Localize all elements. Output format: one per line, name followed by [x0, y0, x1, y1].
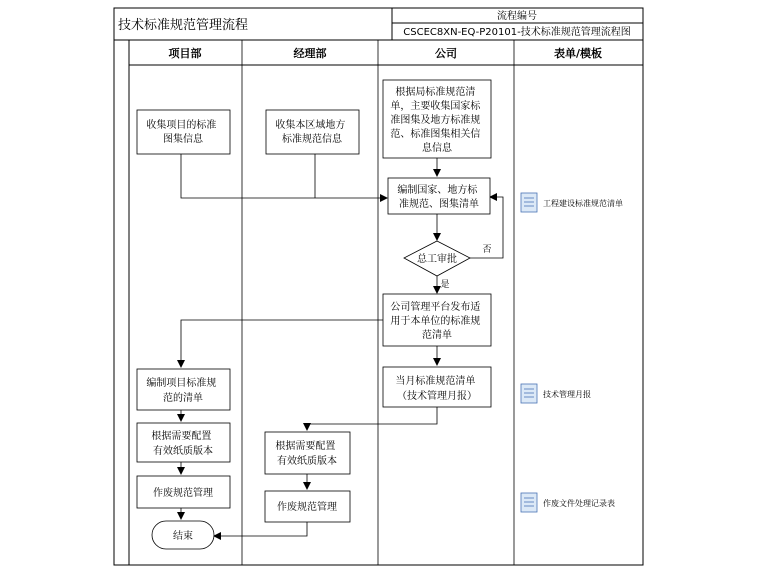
- node-project-config: [137, 423, 230, 462]
- node-project-compile: [137, 369, 230, 410]
- node-project-collect: [137, 110, 230, 154]
- svg-text:总工审批: 总工审批: [417, 254, 457, 265]
- node-approval-decision: [404, 241, 470, 276]
- node-manager-collect: [266, 110, 359, 154]
- svg-text:当月标准规范清单 （技术管理月报）: 当月标准规范清单 （技术管理月报）: [395, 376, 477, 402]
- document-icon: [521, 493, 537, 512]
- form-item-standards-list: [521, 193, 623, 212]
- flow-title: 技术标准规范管理流程: [118, 18, 249, 33]
- flow-code-label: 流程编号: [497, 11, 537, 22]
- branch-yes-label: 是: [440, 280, 450, 290]
- node-project-void: [137, 476, 230, 508]
- svg-text:编制国家、地方标 准规范、图集清单: 编制国家、地方标 准规范、图集清单: [397, 185, 479, 210]
- svg-text:收集本区域地方 标准规范信息: 收集本区域地方 标准规范信息: [275, 120, 346, 145]
- form-item-monthly-report: [521, 384, 591, 403]
- node-company-compile: [388, 178, 490, 214]
- svg-text:作废规范管理: 作废规范管理: [153, 488, 213, 499]
- document-icon: [521, 193, 537, 212]
- document-icon: [521, 384, 537, 403]
- form-label: 工程建设标准规范清单: [543, 199, 623, 208]
- node-manager-void: [265, 491, 350, 522]
- svg-text:收集项目的标准 图集信息: 收集项目的标准 图集信息: [146, 120, 217, 145]
- node-monthly-report: [383, 367, 491, 407]
- svg-text:公司管理平台发布适 用于本单位的标准规: 公司管理平台发布适 用于本单位的标准规 范清单: [390, 302, 481, 341]
- node-publish: [383, 294, 491, 346]
- node-end: [152, 521, 214, 549]
- svg-text:编制项目标准规 范的清单: 编制项目标准规 范的清单: [146, 378, 217, 404]
- lane-title-manager: 经理部: [293, 47, 327, 60]
- svg-text:根据局标准规范清 单，主要收集国家标: 根据局标准规范清 单，主要收集国家标 准图集及地方标准规 范、标准图集相关信 息信息: [390, 87, 481, 154]
- lane-title-company: 公司: [435, 47, 457, 60]
- form-item-void-record: [521, 493, 615, 512]
- node-manager-config: [265, 432, 350, 474]
- form-label: 技术管理月报: [543, 390, 591, 399]
- form-label: 作废文件处理记录表: [543, 499, 615, 508]
- branch-no-label: 否: [482, 245, 492, 255]
- lane-title-project: 项目部: [168, 47, 202, 60]
- svg-text:结束: 结束: [173, 531, 193, 542]
- svg-text:作废规范管理: 作废规范管理: [277, 502, 337, 513]
- node-company-collect: [383, 80, 491, 158]
- lane-title-forms: 表单/模板: [553, 47, 603, 60]
- header: [114, 8, 643, 40]
- svg-text:根据需要配置 有效纸质版本: 根据需要配置 有效纸质版本: [151, 431, 213, 457]
- flow-code-value: CSCEC8XN-EQ-P20101-技术标准规范管理流程图: [403, 27, 631, 38]
- svg-text:根据需要配置 有效纸质版本: 根据需要配置 有效纸质版本: [275, 441, 337, 467]
